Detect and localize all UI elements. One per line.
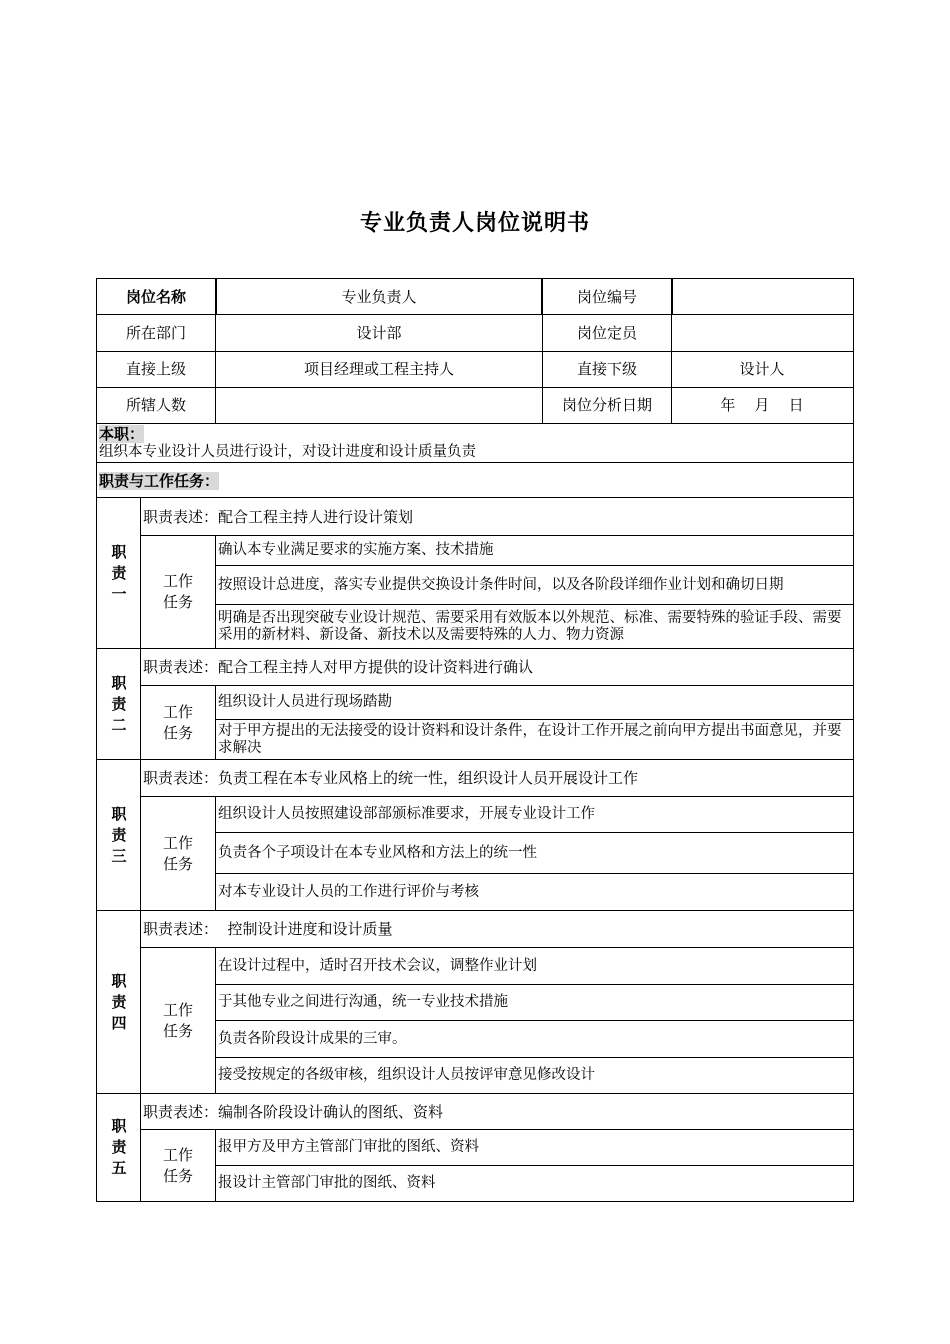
duty-4-task-3: 负责各阶段设计成果的三审。 bbox=[218, 1030, 407, 1047]
duty-1-task-3: 明确是否出现突破专业设计规范、需要采用有效版本以外规范、标准、需要特殊的验证手段、需要采用的新材料、新设备、新技术以及需要特殊的人力、物力资源 bbox=[218, 609, 842, 643]
duty-2-label: 职 责 二 bbox=[111, 673, 127, 734]
duty-4-task-1: 在设计过程中，适时召开技术会议，调整作业计划 bbox=[218, 957, 537, 974]
subordinate-value: 设计人 bbox=[739, 360, 785, 378]
staff-count-value bbox=[216, 387, 542, 423]
headcount-label: 岗位定员 bbox=[576, 324, 637, 342]
department-value: 设计部 bbox=[356, 324, 402, 342]
duty-1-description: 职责表述：配合工程主持人进行设计策划 bbox=[143, 507, 414, 526]
duty-3-task-label: 工作 任务 bbox=[162, 833, 193, 873]
analysis-date-value: 年 月 日 bbox=[720, 396, 804, 414]
duty-4-label: 职 责 四 bbox=[111, 971, 127, 1032]
col-divider bbox=[215, 685, 216, 759]
duty-4-task-label: 工作 任务 bbox=[162, 1000, 193, 1040]
duty-3-task-3: 对本专业设计人员的工作进行评价与考核 bbox=[218, 883, 479, 900]
superior-label: 直接上级 bbox=[125, 360, 186, 378]
duty-1-label: 职 责 一 bbox=[111, 542, 127, 603]
core-duty-label: 本职： bbox=[99, 425, 145, 443]
duty-4-task-4: 接受按规定的各级审核，组织设计人员按评审意见修改设计 bbox=[218, 1067, 595, 1083]
job-name-value: 专业负责人 bbox=[341, 288, 417, 306]
duty-4-description: 职责表述： 控制设计进度和设计质量 bbox=[143, 920, 393, 938]
row-divider bbox=[97, 462, 853, 463]
duty-4-task-2: 于其他专业之间进行沟通，统一专业技术措施 bbox=[218, 994, 508, 1010]
duty-1-task-2: 按照设计总进度，落实专业提供交换设计条件时间，以及各阶段详细作业计划和确切日期 bbox=[218, 576, 784, 593]
duty-3-task-2: 负责各个子项设计在本专业风格和方法上的统一性 bbox=[218, 844, 537, 861]
col-divider bbox=[215, 535, 216, 648]
duty-2-task-1: 组织设计人员进行现场踏勘 bbox=[218, 694, 392, 710]
subordinate-label: 直接下级 bbox=[576, 360, 637, 378]
job-number-label: 岗位编号 bbox=[576, 288, 637, 306]
duty-5-task-1: 报甲方及甲方主管部门审批的图纸、资料 bbox=[218, 1139, 479, 1155]
duty-3-description: 职责表述：负责工程在本专业风格上的统一性，组织设计人员开展设计工作 bbox=[143, 769, 639, 787]
job-number-value bbox=[672, 279, 852, 315]
duty-2-task-label: 工作 任务 bbox=[162, 702, 193, 742]
duty-5-task-2: 报设计主管部门审批的图纸、资料 bbox=[218, 1175, 436, 1191]
duty-5-label: 职 责 五 bbox=[111, 1117, 127, 1177]
job-name-label: 岗位名称 bbox=[125, 288, 186, 306]
page-title: 专业负责人岗位说明书 bbox=[359, 211, 590, 236]
headcount-value bbox=[672, 315, 852, 351]
duty-1-task-label: 工作 任务 bbox=[162, 572, 193, 611]
department-label: 所在部门 bbox=[125, 324, 186, 342]
row-divider bbox=[97, 423, 853, 424]
analysis-date-label: 岗位分析日期 bbox=[561, 396, 652, 414]
duties-section-label: 职责与工作任务： bbox=[99, 472, 220, 490]
duty-2-description: 职责表述：配合工程主持人对甲方提供的设计资料进行确认 bbox=[143, 658, 534, 676]
staff-count-label: 所辖人数 bbox=[125, 396, 186, 414]
duty-3-label: 职 责 三 bbox=[111, 804, 127, 865]
superior-value: 项目经理或工程主持人 bbox=[303, 360, 454, 378]
duty-5-description: 职责表述：编制各阶段设计确认的图纸、资料 bbox=[143, 1102, 444, 1121]
duty-3-task-1: 组织设计人员按照建设部部颁标准要求，开展专业设计工作 bbox=[218, 806, 595, 822]
duty-1-task-1: 确认本专业满足要求的实施方案、技术措施 bbox=[218, 542, 494, 558]
duty-5-task-label: 工作 任务 bbox=[162, 1145, 193, 1185]
duty-2-task-2: 对于甲方提出的无法接受的设计资料和设计条件，在设计工作开展之前向甲方提出书面意见，并要求解决 bbox=[218, 722, 842, 756]
col-divider bbox=[215, 796, 216, 910]
core-duty-text: 组织本专业设计人员进行设计，对设计进度和设计质量负责 bbox=[99, 444, 476, 460]
